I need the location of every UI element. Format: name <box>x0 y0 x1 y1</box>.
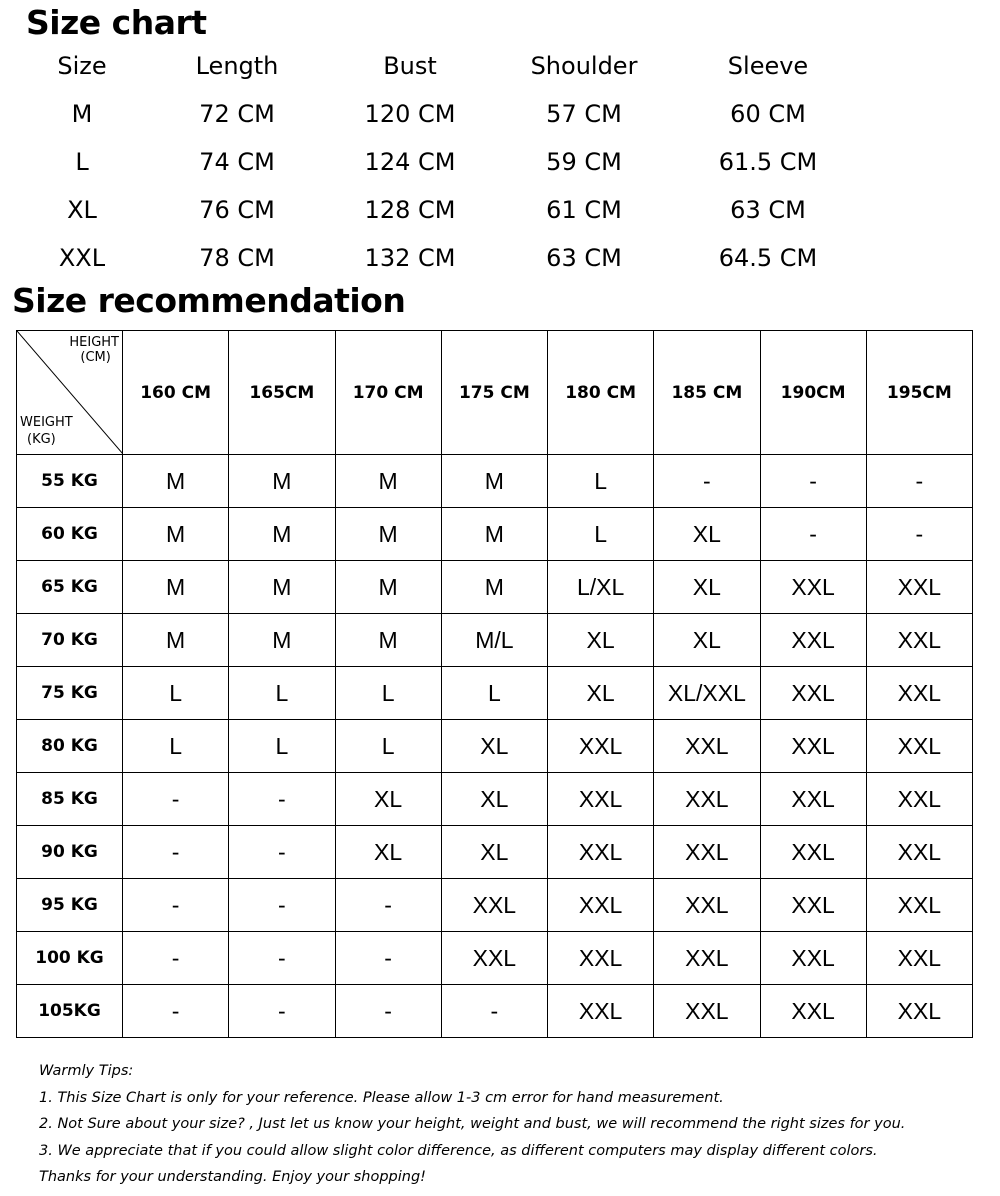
size-chart-cell: M <box>71 100 93 128</box>
size-chart-cell: 63 CM <box>546 244 622 272</box>
tip-line: 3. We appreciate that if you could allow slight color difference, as different computers may display different colors. <box>39 1142 878 1159</box>
size-cell: XXL <box>548 773 654 826</box>
size-chart-cell: 61.5 CM <box>718 148 818 176</box>
corner-cell <box>17 331 123 455</box>
size-cell: M <box>123 561 229 614</box>
size-cell: M <box>229 455 335 508</box>
height-header: 175 CM <box>441 331 547 455</box>
size-chart-cell: 63 CM <box>730 196 806 224</box>
size-cell: - <box>760 455 866 508</box>
size-cell: XL <box>335 773 441 826</box>
height-header-row <box>17 331 973 455</box>
size-cell: M <box>335 614 441 667</box>
size-cell: XL <box>654 614 760 667</box>
size-cell: XL <box>335 826 441 879</box>
size-chart-title: Size chart <box>26 3 207 42</box>
size-cell: XXL <box>760 773 866 826</box>
size-cell: M <box>123 508 229 561</box>
size-cell: L <box>229 720 335 773</box>
size-cell: - <box>229 932 335 985</box>
size-chart-cell: 64.5 CM <box>718 244 818 272</box>
weight-row <box>17 667 973 720</box>
size-cell: XXL <box>441 932 547 985</box>
height-header: 185 CM <box>654 331 760 455</box>
size-cell: M <box>335 455 441 508</box>
height-label: HEIGHT <box>69 335 119 350</box>
size-chart-cell: 59 CM <box>546 148 622 176</box>
tip-line: Thanks for your understanding. Enjoy your shopping! <box>39 1169 426 1185</box>
size-cell: XXL <box>548 826 654 879</box>
size-cell: L <box>123 720 229 773</box>
height-header: 180 CM <box>548 331 654 455</box>
size-cell: M <box>229 508 335 561</box>
size-cell: M <box>229 561 335 614</box>
size-cell: XXL <box>654 932 760 985</box>
size-recommendation-table <box>16 330 973 1038</box>
size-chart-cell: 72 CM <box>199 100 275 128</box>
tip-line: 1. This Size Chart is only for your reference. Please allow 1-3 cm error for hand measurement. <box>39 1089 724 1106</box>
size-chart-cell: L <box>75 148 89 176</box>
tip-line: 2. Not Sure about your size? , Just let us know your height, weight and bust, we will recommend the right sizes for you. <box>39 1116 906 1132</box>
weight-row <box>17 879 973 932</box>
size-chart-cell: 78 CM <box>199 244 275 272</box>
height-axis-label <box>69 335 119 365</box>
height-header: 160 CM <box>123 331 229 455</box>
size-cell: - <box>229 826 335 879</box>
size-cell: M <box>123 455 229 508</box>
size-cell: - <box>229 773 335 826</box>
size-chart-cell: 120 CM <box>364 100 456 128</box>
size-cell: M/L <box>441 614 547 667</box>
size-cell: XXL <box>760 720 866 773</box>
size-chart-header: Shoulder <box>530 52 638 80</box>
size-cell: M <box>123 614 229 667</box>
size-cell: L/XL <box>548 561 654 614</box>
size-chart-cell: 74 CM <box>199 148 275 176</box>
size-cell: - <box>229 879 335 932</box>
warm-tips <box>39 1058 989 1191</box>
size-cell: - <box>123 773 229 826</box>
size-cell: XL <box>548 614 654 667</box>
size-cell: - <box>335 879 441 932</box>
size-cell: XXL <box>441 879 547 932</box>
size-cell: XXL <box>866 985 972 1038</box>
tips-heading: Warmly Tips: <box>39 1063 134 1079</box>
weight-row <box>17 561 973 614</box>
size-cell: M <box>441 508 547 561</box>
weight-row <box>17 932 973 985</box>
size-cell: XXL <box>866 879 972 932</box>
size-cell: XXL <box>866 932 972 985</box>
size-cell: XL <box>654 508 760 561</box>
size-cell: L <box>441 667 547 720</box>
weight-label-cell: 70 KG <box>17 614 123 667</box>
size-cell: XXL <box>866 614 972 667</box>
size-cell: - <box>335 985 441 1038</box>
weight-row <box>17 455 973 508</box>
size-cell: XXL <box>760 614 866 667</box>
weight-label-cell: 90 KG <box>17 826 123 879</box>
weight-label-cell: 105KG <box>17 985 123 1038</box>
size-recommendation-title: Size recommendation <box>12 281 406 320</box>
size-cell: - <box>335 932 441 985</box>
weight-label: WEIGHT <box>20 415 73 430</box>
weight-label-cell: 80 KG <box>17 720 123 773</box>
size-cell: XXL <box>866 826 972 879</box>
weight-label-cell: 85 KG <box>17 773 123 826</box>
size-chart-header: Sleeve <box>727 52 809 80</box>
size-chart-cell: 60 CM <box>730 100 806 128</box>
size-cell: XL <box>441 720 547 773</box>
size-cell: M <box>335 508 441 561</box>
size-cell: XL <box>548 667 654 720</box>
size-cell: - <box>760 508 866 561</box>
size-cell: L <box>548 455 654 508</box>
size-cell: XXL <box>654 826 760 879</box>
size-cell: XXL <box>760 985 866 1038</box>
weight-row <box>17 720 973 773</box>
size-cell: M <box>441 561 547 614</box>
size-cell: XL <box>441 826 547 879</box>
size-cell: XL/XXL <box>654 667 760 720</box>
height-header: 190CM <box>760 331 866 455</box>
weight-label-cell: 75 KG <box>17 667 123 720</box>
weight-label-cell: 65 KG <box>17 561 123 614</box>
size-chart-cell: 132 CM <box>364 244 456 272</box>
size-cell: - <box>123 932 229 985</box>
size-cell: - <box>123 826 229 879</box>
size-cell: XXL <box>548 932 654 985</box>
size-chart-cell: 76 CM <box>199 196 275 224</box>
size-cell: L <box>229 667 335 720</box>
size-cell: XXL <box>654 720 760 773</box>
size-cell: M <box>335 561 441 614</box>
size-cell: XXL <box>654 879 760 932</box>
size-cell: XXL <box>760 826 866 879</box>
weight-unit: (KG) <box>27 432 56 447</box>
size-cell: XXL <box>760 561 866 614</box>
size-chart-header: Length <box>195 52 279 80</box>
size-cell: XXL <box>654 985 760 1038</box>
size-chart-cell: XL <box>67 196 97 224</box>
size-cell: M <box>441 455 547 508</box>
height-header: 195CM <box>866 331 972 455</box>
size-cell: XXL <box>654 773 760 826</box>
weight-label-cell: 60 KG <box>17 508 123 561</box>
size-cell: M <box>229 614 335 667</box>
size-cell: XXL <box>548 720 654 773</box>
size-chart-cell: 61 CM <box>546 196 622 224</box>
size-chart-cell: 128 CM <box>364 196 456 224</box>
weight-row <box>17 614 973 667</box>
size-cell: XXL <box>866 561 972 614</box>
size-cell: - <box>123 985 229 1038</box>
size-chart-cell: XXL <box>58 244 106 272</box>
size-cell: - <box>229 985 335 1038</box>
size-chart-header: Bust <box>383 52 437 80</box>
size-cell: XXL <box>866 773 972 826</box>
size-cell: XL <box>654 561 760 614</box>
weight-label-cell: 100 KG <box>17 932 123 985</box>
height-header: 165CM <box>229 331 335 455</box>
size-cell: XL <box>441 773 547 826</box>
weight-row <box>17 826 973 879</box>
size-chart-header: Size <box>57 52 107 80</box>
weight-row <box>17 985 973 1038</box>
size-cell: L <box>548 508 654 561</box>
size-cell: - <box>123 879 229 932</box>
size-cell: XXL <box>866 667 972 720</box>
weight-label-cell: 55 KG <box>17 455 123 508</box>
weight-row <box>17 773 973 826</box>
size-cell: - <box>654 455 760 508</box>
size-cell: XXL <box>760 879 866 932</box>
size-cell: L <box>123 667 229 720</box>
height-unit: (CM) <box>80 350 111 365</box>
weight-axis-label <box>20 414 73 448</box>
size-cell: - <box>866 455 972 508</box>
size-cell: XXL <box>760 667 866 720</box>
height-header: 170 CM <box>335 331 441 455</box>
size-cell: XXL <box>866 720 972 773</box>
weight-row <box>17 508 973 561</box>
size-cell: L <box>335 720 441 773</box>
size-cell: L <box>335 667 441 720</box>
size-cell: XXL <box>548 879 654 932</box>
weight-label-cell: 95 KG <box>17 879 123 932</box>
size-cell: - <box>866 508 972 561</box>
size-chart-cell: 124 CM <box>364 148 456 176</box>
size-chart-cell: 57 CM <box>546 100 622 128</box>
size-cell: - <box>441 985 547 1038</box>
size-cell: XXL <box>548 985 654 1038</box>
size-cell: XXL <box>760 932 866 985</box>
